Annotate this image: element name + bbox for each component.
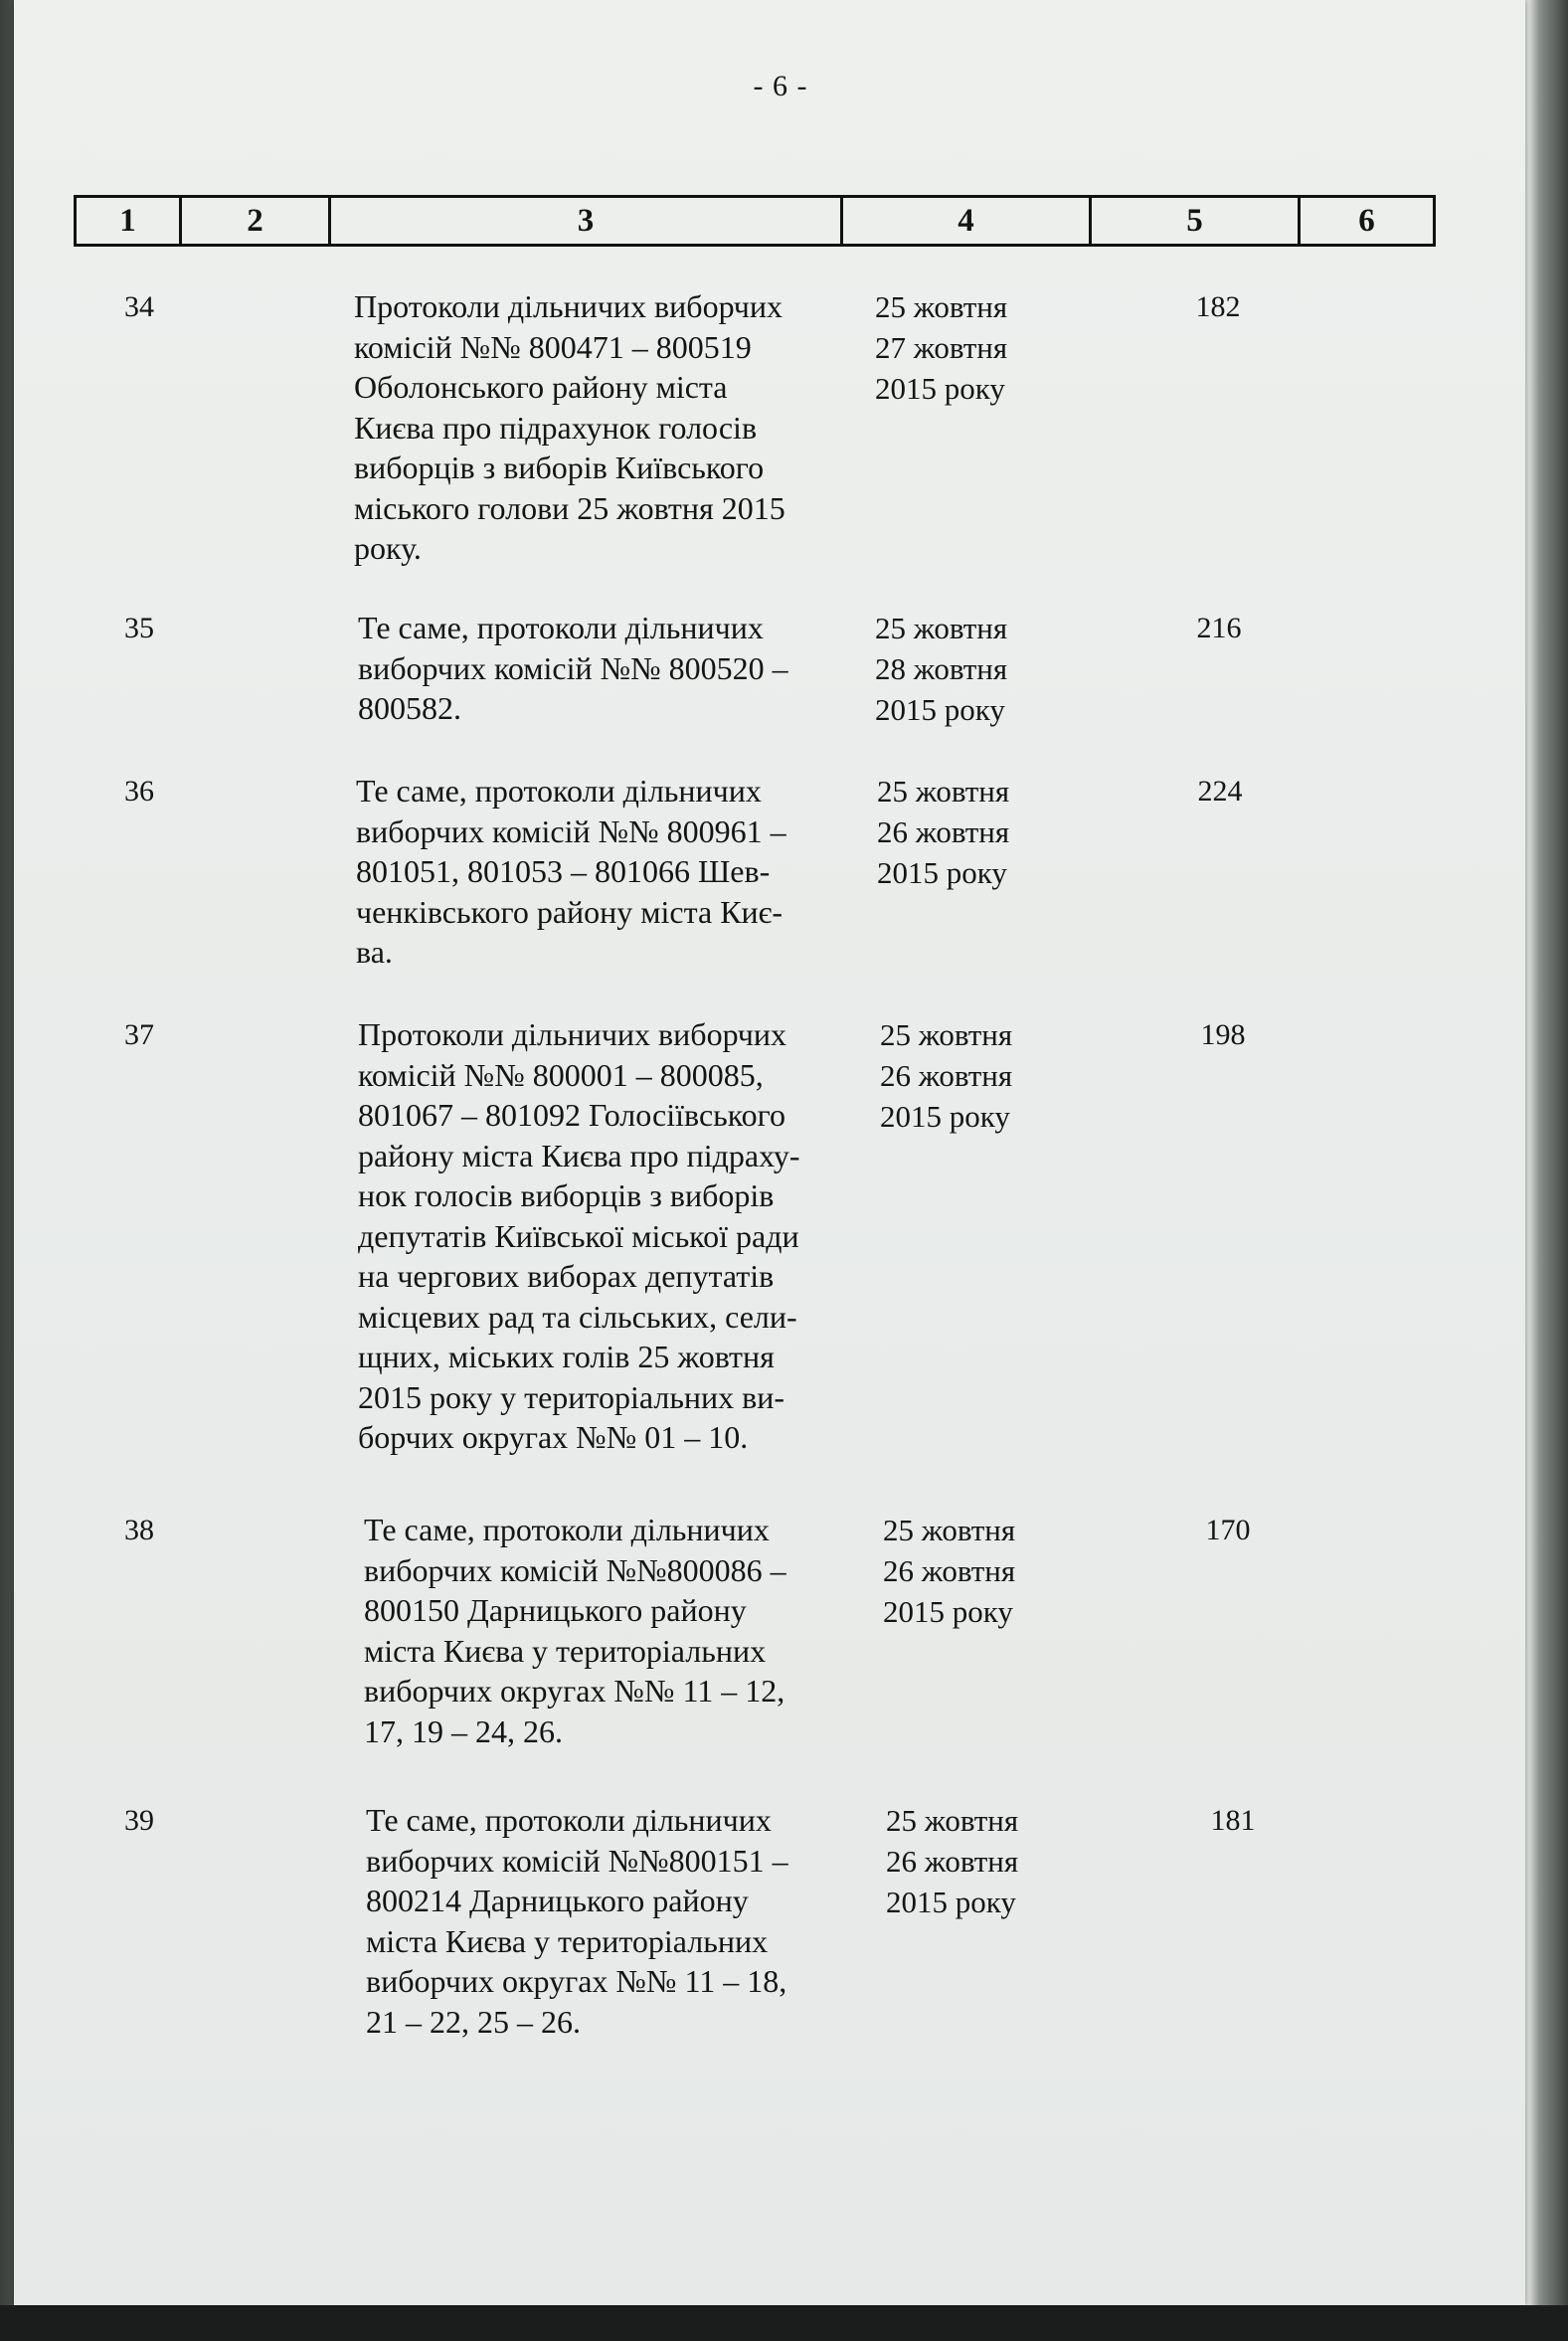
row-dates [877, 771, 1076, 893]
description-line: виборчих комісій №№ 800961 – [356, 812, 786, 849]
column-header-2: 2 [182, 198, 331, 244]
row-count: 216 [1196, 612, 1242, 644]
date-line: 26 жовтня [886, 1844, 1019, 1879]
description-line: 800214 Дарницького району [366, 1883, 749, 1918]
date-line: 2015 року [880, 1099, 1010, 1134]
row-dates [883, 1510, 1082, 1632]
date-line: 25 жовтня [886, 1803, 1019, 1838]
row-count: 182 [1195, 290, 1241, 323]
column-header-row [74, 195, 1436, 247]
description-line: комісій №№ 800001 – 800085, [358, 1056, 764, 1093]
row-description [366, 1800, 883, 2042]
date-line: 2015 року [875, 371, 1005, 406]
description-line: депутатів Київської міської ради [358, 1217, 799, 1254]
row-dates [875, 286, 1074, 409]
row-number: 38 [124, 1514, 154, 1546]
column-header-3: 3 [331, 198, 843, 244]
row-description [358, 608, 875, 729]
description-line: 800582. [358, 690, 461, 726]
description-line: виборчих округах №№ 11 – 18, [366, 1963, 787, 1999]
description-line: виборчих комісій №№800086 – [364, 1551, 786, 1588]
row-count: 198 [1200, 1018, 1246, 1051]
row-description [356, 771, 873, 973]
description-line: міста Києва у територіальних [366, 1922, 769, 1959]
date-line: 26 жовтня [880, 1058, 1013, 1093]
description-line: виборчих комісій №№ 800520 – [358, 649, 788, 686]
row-description [358, 1014, 875, 1458]
row-count: 170 [1205, 1514, 1251, 1546]
row-number: 36 [124, 775, 154, 808]
description-line: борчих округах №№ 01 – 10. [358, 1419, 749, 1455]
date-line: 25 жовтня [880, 1017, 1013, 1052]
column-header-6: 6 [1358, 203, 1375, 239]
description-line: щних, міських голів 25 жовтня [358, 1339, 775, 1374]
description-line: 21 – 22, 25 – 26. [366, 2003, 581, 2040]
row-count: 181 [1210, 1804, 1256, 1837]
description-line: Оболонського району міста [354, 369, 728, 405]
page-number: - 6 - [753, 70, 808, 102]
column-header-1: 1 [77, 198, 182, 244]
description-line: міського голови 25 жовтня 2015 [354, 489, 785, 526]
description-line: ва. [356, 934, 393, 970]
row-description [354, 286, 871, 569]
description-line: виборчих комісій №№800151 – [366, 1842, 788, 1879]
description-line: виборчих округах №№ 11 – 12, [364, 1673, 785, 1709]
description-line: місцевих рад та сільських, сели- [358, 1298, 797, 1335]
description-line: 801051, 801053 – 801066 Шев- [356, 853, 771, 889]
date-line: 28 жовтня [875, 651, 1008, 686]
description-line: Те саме, протоколи дільничих [356, 773, 762, 809]
date-line: 25 жовтня [875, 289, 1008, 324]
description-line: району міста Києва про підраху- [358, 1137, 800, 1173]
description-line: Києва про підрахунок голосів [354, 409, 758, 446]
description-line: ченківського району міста Киє- [356, 893, 784, 930]
column-header-4: 4 [843, 198, 1092, 244]
scan-bottom-edge [0, 2305, 1568, 2341]
description-line: Протоколи дільничих виборчих [358, 1016, 786, 1052]
row-dates [875, 608, 1074, 730]
date-line: 25 жовтня [883, 1513, 1016, 1547]
row-count: 224 [1197, 775, 1243, 808]
row-number: 34 [124, 290, 154, 323]
date-line: 25 жовтня [877, 774, 1010, 809]
date-line: 25 жовтня [875, 611, 1008, 645]
row-number: 35 [124, 612, 154, 644]
row-dates [886, 1800, 1085, 1922]
description-line: міста Києва у територіальних [364, 1632, 767, 1669]
date-line: 26 жовтня [877, 814, 1010, 849]
description-line: комісій №№ 800471 – 800519 [354, 328, 752, 365]
row-dates [880, 1014, 1079, 1137]
description-line: 800150 Дарницького району [364, 1592, 747, 1628]
description-line: Те саме, протоколи дільничих [366, 1802, 772, 1838]
date-line: 27 жовтня [875, 330, 1008, 365]
description-line: Те саме, протоколи дільничих [364, 1512, 770, 1547]
description-line: 17, 19 – 24, 26. [364, 1712, 563, 1749]
description-line: на чергових виборах депутатів [358, 1258, 775, 1294]
description-line: Протоколи дільничих виборчих [354, 288, 783, 324]
row-number: 39 [124, 1804, 154, 1837]
date-line: 2015 року [883, 1594, 1013, 1629]
date-line: 2015 року [877, 855, 1007, 890]
description-line: виборців з виборів Київського [354, 450, 765, 485]
row-number: 37 [124, 1018, 154, 1051]
description-line: Те саме, протоколи дільничих [358, 610, 764, 645]
description-line: 2015 року у територіальних ви- [358, 1378, 785, 1415]
row-description [364, 1510, 881, 1751]
description-line: року. [354, 530, 422, 566]
column-header-5: 5 [1092, 198, 1301, 244]
date-line: 2015 року [886, 1885, 1016, 1919]
date-line: 2015 року [875, 692, 1005, 727]
description-line: 801067 – 801092 Голосіївського [358, 1097, 785, 1133]
description-line: нок голосів виборців з виборів [358, 1177, 775, 1213]
date-line: 26 жовтня [883, 1553, 1016, 1588]
